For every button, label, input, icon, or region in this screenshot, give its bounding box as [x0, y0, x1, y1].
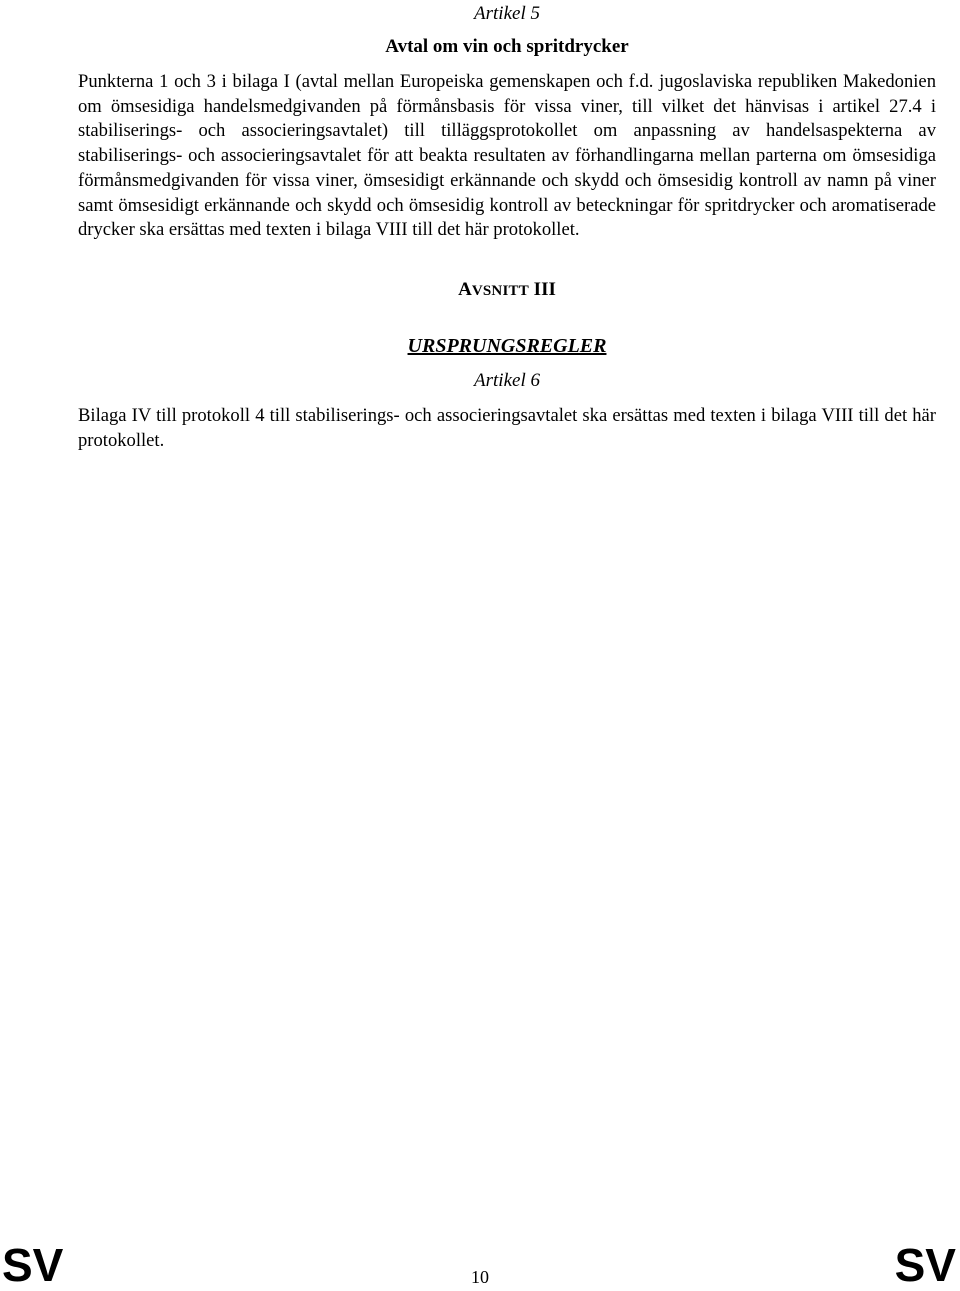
article-5-title: Avtal om vin och spritdrycker: [385, 36, 629, 57]
section-label-number: III: [533, 279, 556, 300]
article-6-heading: Artikel 6: [474, 370, 540, 391]
footer-language-left: SV: [2, 1239, 64, 1291]
section-label-rest: VSNITT: [471, 283, 529, 299]
article-5-heading: Artikel 5: [474, 3, 540, 24]
section-label-first-letter: A: [458, 279, 472, 300]
footer-language-right: SV: [894, 1239, 956, 1291]
section-label: [78, 278, 936, 303]
section-title: URSPRUNGSREGLER: [407, 335, 607, 357]
article-6-body: Bilaga IV till protokoll 4 till stabiliserings- och associeringsavtalet ska ersättas med texten i bilaga VIII till det här protokollet.: [78, 405, 936, 451]
page-number: 10: [471, 1267, 489, 1287]
article-5-body: Punkterna 1 och 3 i bilaga I (avtal mellan Europeiska gemenskapen och f.d. jugoslaviska republiken Makedonien om ömsesidiga handelsmedgivanden på förmånsbasis för vissa viner, till vilket det hänvisas i artikel 27.4 i stabiliserings- och associeringsavtalet) till tilläggsprotokollet om anpassning av handelsaspekterna av stabiliserings- och associeringsavtalet för att beakta resultaten av förhandlingarna mellan parterna om ömsesidiga förmånsmedgivanden för vissa viner, ömsesidigt erkännande och skydd och ömsesidig kontroll av namn på viner samt ömsesidigt erkännande och skydd och ömsesidig kontroll av beteckningar för spritdrycker och aromatiserade drycker ska ersättas med texten i bilaga VIII till det här protokollet.: [78, 71, 936, 241]
